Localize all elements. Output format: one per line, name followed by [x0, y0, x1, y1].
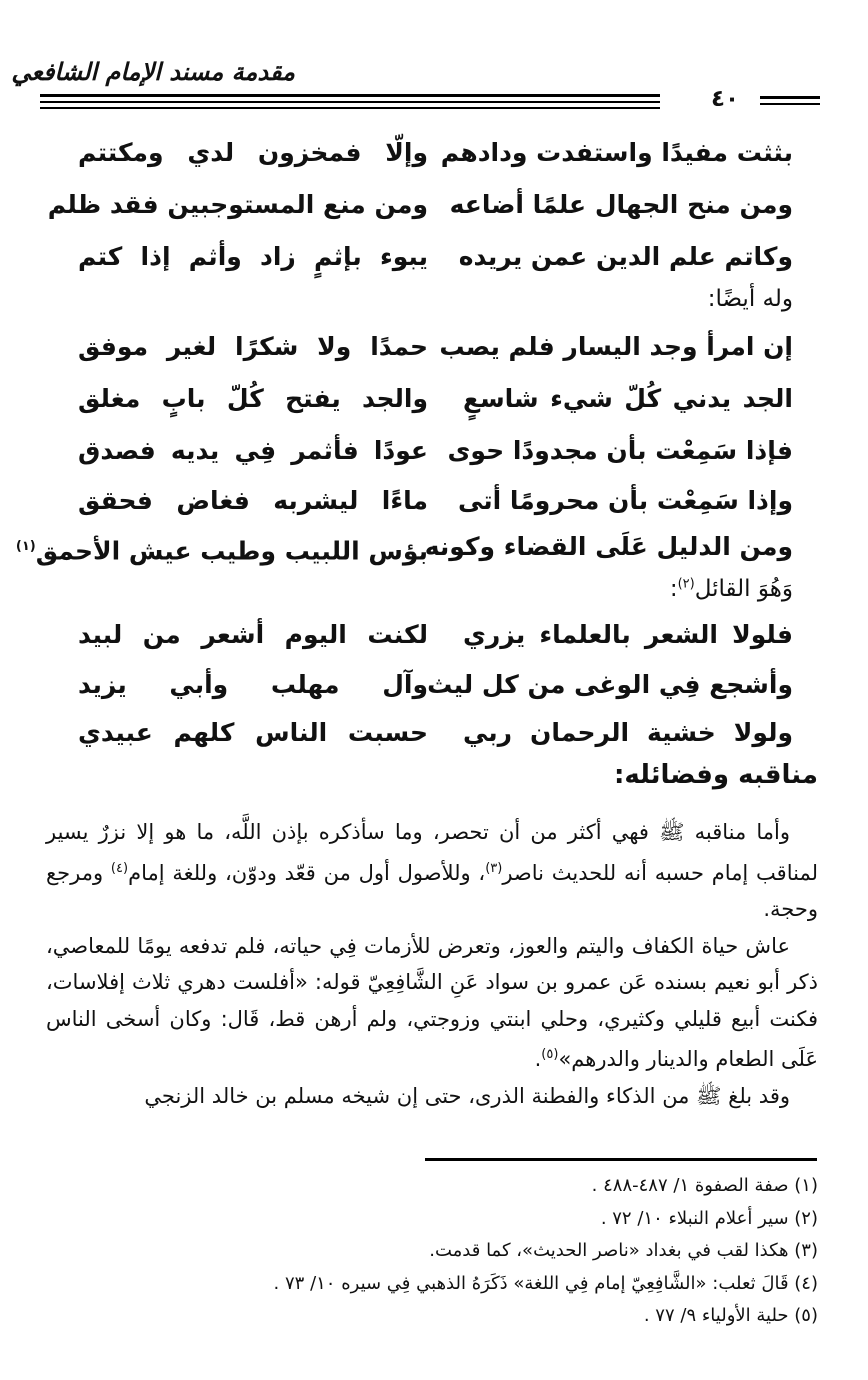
- footnote: (٥) حلية الأولياء ٩/ ٧٧ .: [643, 1305, 818, 1326]
- running-header-title: مقدمة مسند الإمام الشافعي: [11, 58, 295, 86]
- verse-line: [0, 708, 868, 758]
- verse-line: [0, 374, 868, 424]
- verse-second-hemistich: ومن منع المستوجبين فقد ظلم: [47, 190, 428, 219]
- poem-intro: وله أيضًا:: [707, 286, 793, 312]
- verse-second-hemistich: والجد يفتح كُلّ بابٍ مغلق: [78, 384, 428, 413]
- header-rule-right-2: [760, 103, 820, 105]
- verse-second-hemistich: [15, 522, 428, 576]
- footnote-marker: (٢): [677, 576, 695, 592]
- header-rule-thin: [40, 101, 660, 103]
- verse-second-hemistich: حمدًا ولا شكرًا لغير موفق: [78, 332, 428, 361]
- intro-colon: :: [669, 576, 678, 602]
- footnote-marker: (٣): [485, 860, 503, 876]
- hemistich-text: بؤس اللبيب وطيب عيش الأحمق: [35, 536, 428, 566]
- verse-line: [0, 522, 868, 572]
- verse-line: [0, 180, 868, 230]
- verse-first-hemistich: الجد يدني كُلّ شيء شاسعٍ: [463, 384, 793, 413]
- verse-first-hemistich: ومن الدليل عَلَى القضاء وكونه: [424, 532, 793, 561]
- verse-first-hemistich: ولولا خشية الرحمان ربي: [463, 718, 793, 747]
- header-rule-thin-2: [40, 107, 660, 109]
- paragraph: [46, 814, 818, 928]
- verse-line: [0, 476, 868, 526]
- verse-line: [0, 322, 868, 372]
- verse-second-hemistich: لكنت اليوم أشعر من لبيد: [78, 620, 428, 649]
- footnote: (٢) سير أعلام النبلاء ١٠/ ٧٢ .: [600, 1207, 818, 1229]
- verse-first-hemistich: بثثت مفيدًا واستفدت ودادهم: [440, 138, 793, 167]
- paragraph-text: عاش حياة الكفاف واليتم والعوز، وتعرض للأزمات فِي حياته، فلم تدفعه يومًا للمعاصي، ذكر أبو نعيم بسنده عَن عمرو بن سواد عَنِ الشَّافِعِيّ قوله: «أفلست دهري ثلاث إفلاسات، فكنت أبيع قليلي وكثيري، وحلي ابنتي وزوجتي، ولم أرهن قط، قَال: وكان أسخى الناس عَلَى الطعام والدينار والدرهم»: [46, 933, 818, 1071]
- footnote-marker: (٥): [541, 1047, 559, 1062]
- body-text: [46, 814, 818, 1114]
- header-rule-thick: [40, 94, 660, 97]
- footnotes: [46, 1170, 818, 1333]
- verse-first-hemistich: وكاتم علم الدين عمن يريده: [458, 242, 793, 271]
- footnote-marker: (٤): [110, 860, 129, 876]
- footnote-separator: [425, 1158, 817, 1161]
- paragraph-text: وأما مناقبه ﷺ فهي أكثر من أن تحصر، وما سأذكره بإذن اللَّه، ما هو إلا نزرٌ يسير لمناقب إمام حسبه أنه للحديث ناصر: [46, 820, 818, 885]
- intro-text: وَهُوَ القائل: [694, 576, 793, 602]
- verse-line: [0, 426, 868, 476]
- footnote: (٤) قَالَ ثعلب: «الشَّافِعِيّ إمام فِي اللغة» ذَكَرَهُ الذهبي فِي سيره ١٠/ ٧٣ .: [273, 1272, 818, 1294]
- verse-second-hemistich: عودًا فأثمر فِي يديه فصدق: [78, 436, 428, 465]
- paragraph-end: .: [534, 1047, 542, 1071]
- verse-line: [0, 232, 868, 282]
- footnote-marker: (١): [15, 539, 36, 554]
- verse-second-hemistich: وآل مهلب وأبي يزيد: [78, 670, 428, 699]
- page-number: ٤٠: [710, 86, 740, 112]
- verse-line: [0, 128, 868, 178]
- verse-first-hemistich: فلولا الشعر بالعلماء يزري: [463, 620, 793, 649]
- verse-second-hemistich: حسبت الناس كلهم عبيدي: [78, 718, 428, 747]
- verse-first-hemistich: إن امرأ وجد اليسار فلم يصب: [439, 332, 793, 361]
- verse-second-hemistich: ماءًا ليشربه فغاض فحقق: [78, 486, 428, 515]
- verse-line: [0, 610, 868, 660]
- footnote: (٣) هكذا لقب في بغداد «ناصر الحديث»، كما قدمت.: [429, 1240, 818, 1261]
- verse-first-hemistich: ومن منح الجهال علمًا أضاعه: [449, 190, 793, 219]
- section-heading: مناقبه وفضائله:: [613, 760, 818, 790]
- paragraph: وقد بلغ ﷺ من الذكاء والفطنة الذرى، حتى إن شيخه مسلم بن خالد الزنجي: [144, 1083, 790, 1108]
- verse-line: [0, 660, 868, 710]
- verse-first-hemistich: فإذا سَمِعْت بأن مجدودًا حوى: [447, 436, 793, 465]
- poem-intro: [73, 576, 793, 602]
- verse-second-hemistich: وإلّا فمخزون لدي ومكتتم: [78, 138, 428, 167]
- verse-first-hemistich: وأشجع فِي الوغى من كل ليث: [427, 670, 793, 699]
- paragraph: [46, 928, 818, 1078]
- paragraph-text: ومرجع وحجة.: [46, 860, 818, 921]
- verse-second-hemistich: يبوء بإثمٍ زاد وأثم إذا كتم: [78, 242, 428, 271]
- footnote: (١) صفة الصفوة ١/ ٤٨٧-٤٨٨ .: [591, 1175, 818, 1196]
- paragraph-text: ، وللأصول أول من قعّد ودوّن، وللغة إمام: [128, 860, 486, 885]
- verse-first-hemistich: وإذا سَمِعْت بأن محرومًا أتى: [457, 486, 793, 515]
- header-rule-right: [760, 96, 820, 99]
